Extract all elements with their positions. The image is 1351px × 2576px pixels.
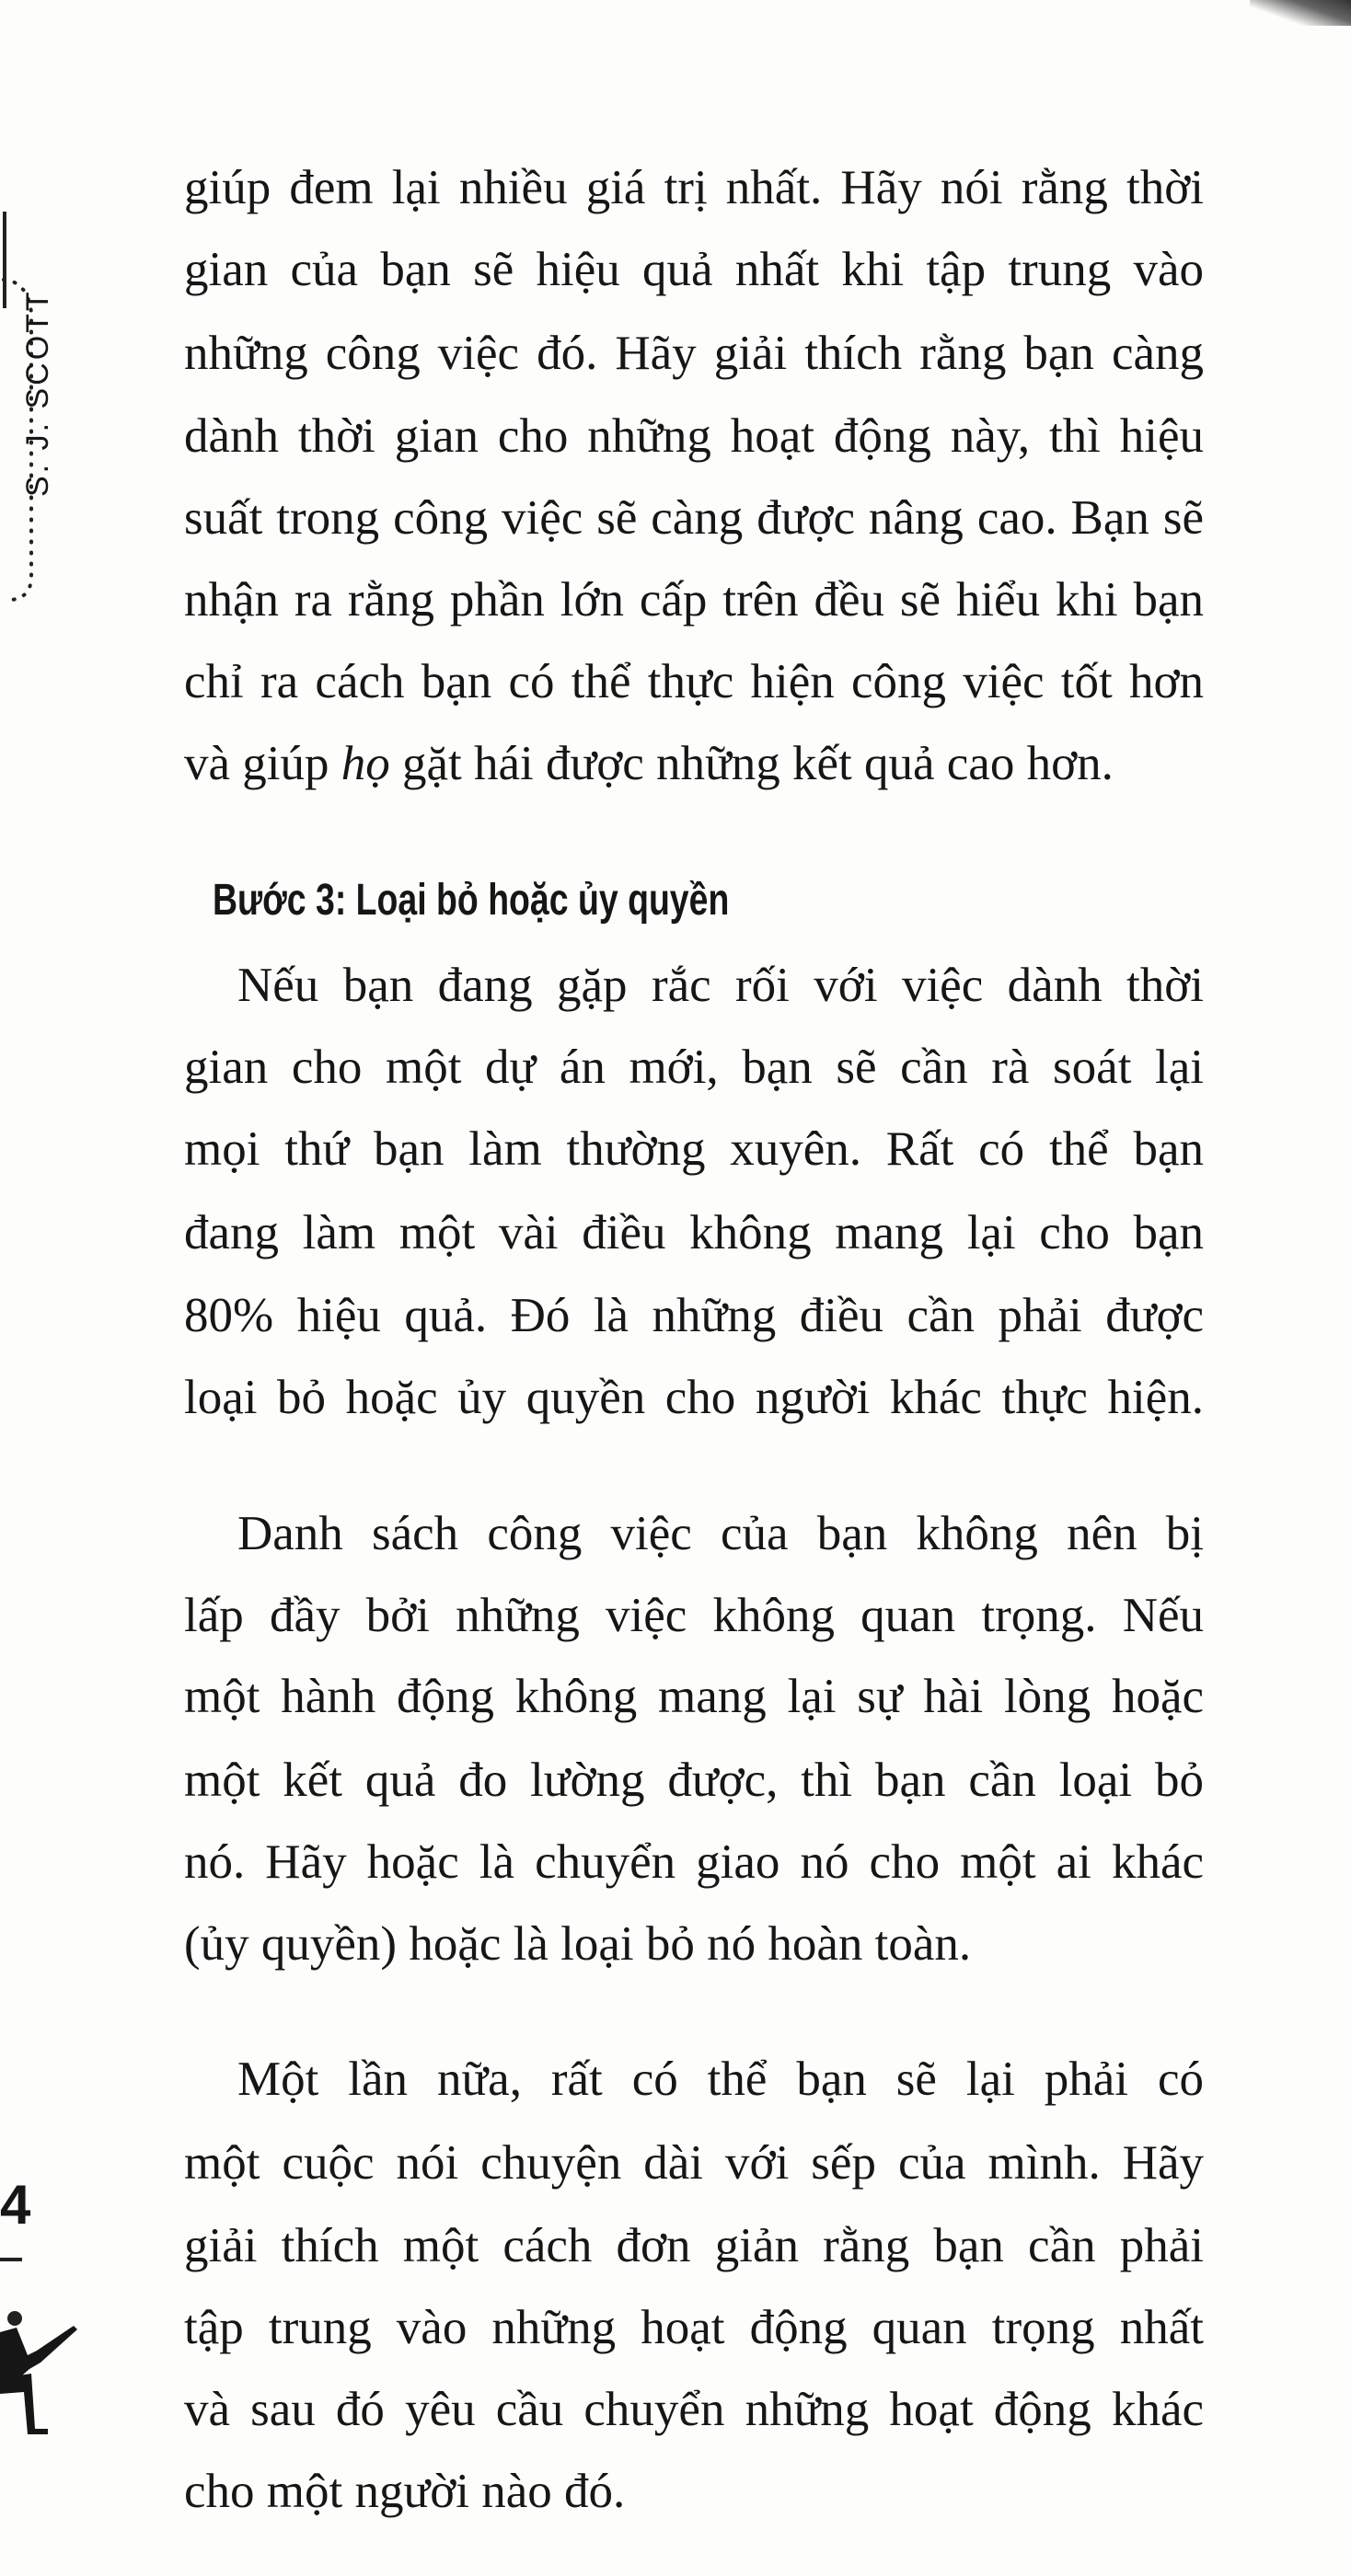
italic-word: họ [341, 737, 390, 790]
text-line: một cuộc nói chuyện dài với sếp của mình. Hãy [184, 2136, 1204, 2190]
running-man-illustration [0, 2254, 92, 2410]
text-line: đang làm một vài điều không mang lại cho bạn [184, 1206, 1204, 1259]
page-corner-shadow [1250, 0, 1351, 26]
text-line: dành thời gian cho những hoạt động này, thì hiệu [184, 409, 1204, 463]
text-line: chỉ ra cách bạn có thể thực hiện công việc tốt hơn [184, 655, 1204, 708]
text-line: gian của bạn sẽ hiệu quả nhất khi tập trung vào [184, 243, 1204, 296]
text-line: gian cho một dự án mới, bạn sẽ cần rà soát lại [184, 1041, 1204, 1094]
text-line: và sau đó yêu cầu chuyển những hoạt động khác [184, 2383, 1204, 2436]
text-line: cho một người nào đó. [184, 2465, 626, 2518]
text-line: giúp đem lại nhiều giá trị nhất. Hãy nói rằng thời [184, 161, 1204, 214]
text-line: lấp đầy bởi những việc không quan trọng. Nếu [184, 1589, 1204, 1642]
text-line: mọi thứ bạn làm thường xuyên. Rất có thể bạn [184, 1122, 1204, 1176]
author-side-label: S. J. SCOTT [20, 289, 55, 497]
text-line: nó. Hãy hoặc là chuyển giao nó cho một ai khác [184, 1835, 1204, 1889]
text-line: tập trung vào những hoạt động quan trọng nhất [184, 2301, 1204, 2354]
text-line: 80% hiệu quả. Đó là những điều cần phải được [184, 1289, 1204, 1342]
text-run: gặt hái được những kết quả cao hơn. [389, 737, 1114, 790]
text-line [184, 722, 1204, 805]
text-line: (ủy quyền) hoặc là loại bỏ nó hoàn toàn. [184, 1917, 972, 1971]
page-number: 4 [0, 2174, 31, 2236]
text-line: Danh sách công việc của bạn không nên bị [237, 1507, 1204, 1560]
text-run: và giúp [184, 737, 341, 790]
text-line: nhận ra rằng phần lớn cấp trên đều sẽ hiểu khi bạn [184, 573, 1204, 627]
text-line: suất trong công việc sẽ càng được nâng cao. Bạn sẽ [184, 491, 1204, 545]
text-line: một kết quả đo lường được, thì bạn cần loại bỏ [184, 1754, 1204, 1807]
text-line: những công việc đó. Hãy giải thích rằng bạn càng [184, 327, 1204, 380]
text-line: loại bỏ hoặc ủy quyền cho người khác thực hiện. [184, 1371, 1204, 1424]
text-line: Một lần nữa, rất có thể bạn sẽ lại phải có [237, 2053, 1204, 2106]
text-line: giải thích một cách đơn giản rằng bạn cần phải [184, 2219, 1204, 2272]
section-heading: Bước 3: Loại bỏ hoặc ủy quyền [213, 876, 730, 925]
text-line: Nếu bạn đang gặp rắc rối với việc dành thời [237, 959, 1204, 1012]
text-line: một hành động không mang lại sự hài lòng hoặc [184, 1670, 1204, 1723]
